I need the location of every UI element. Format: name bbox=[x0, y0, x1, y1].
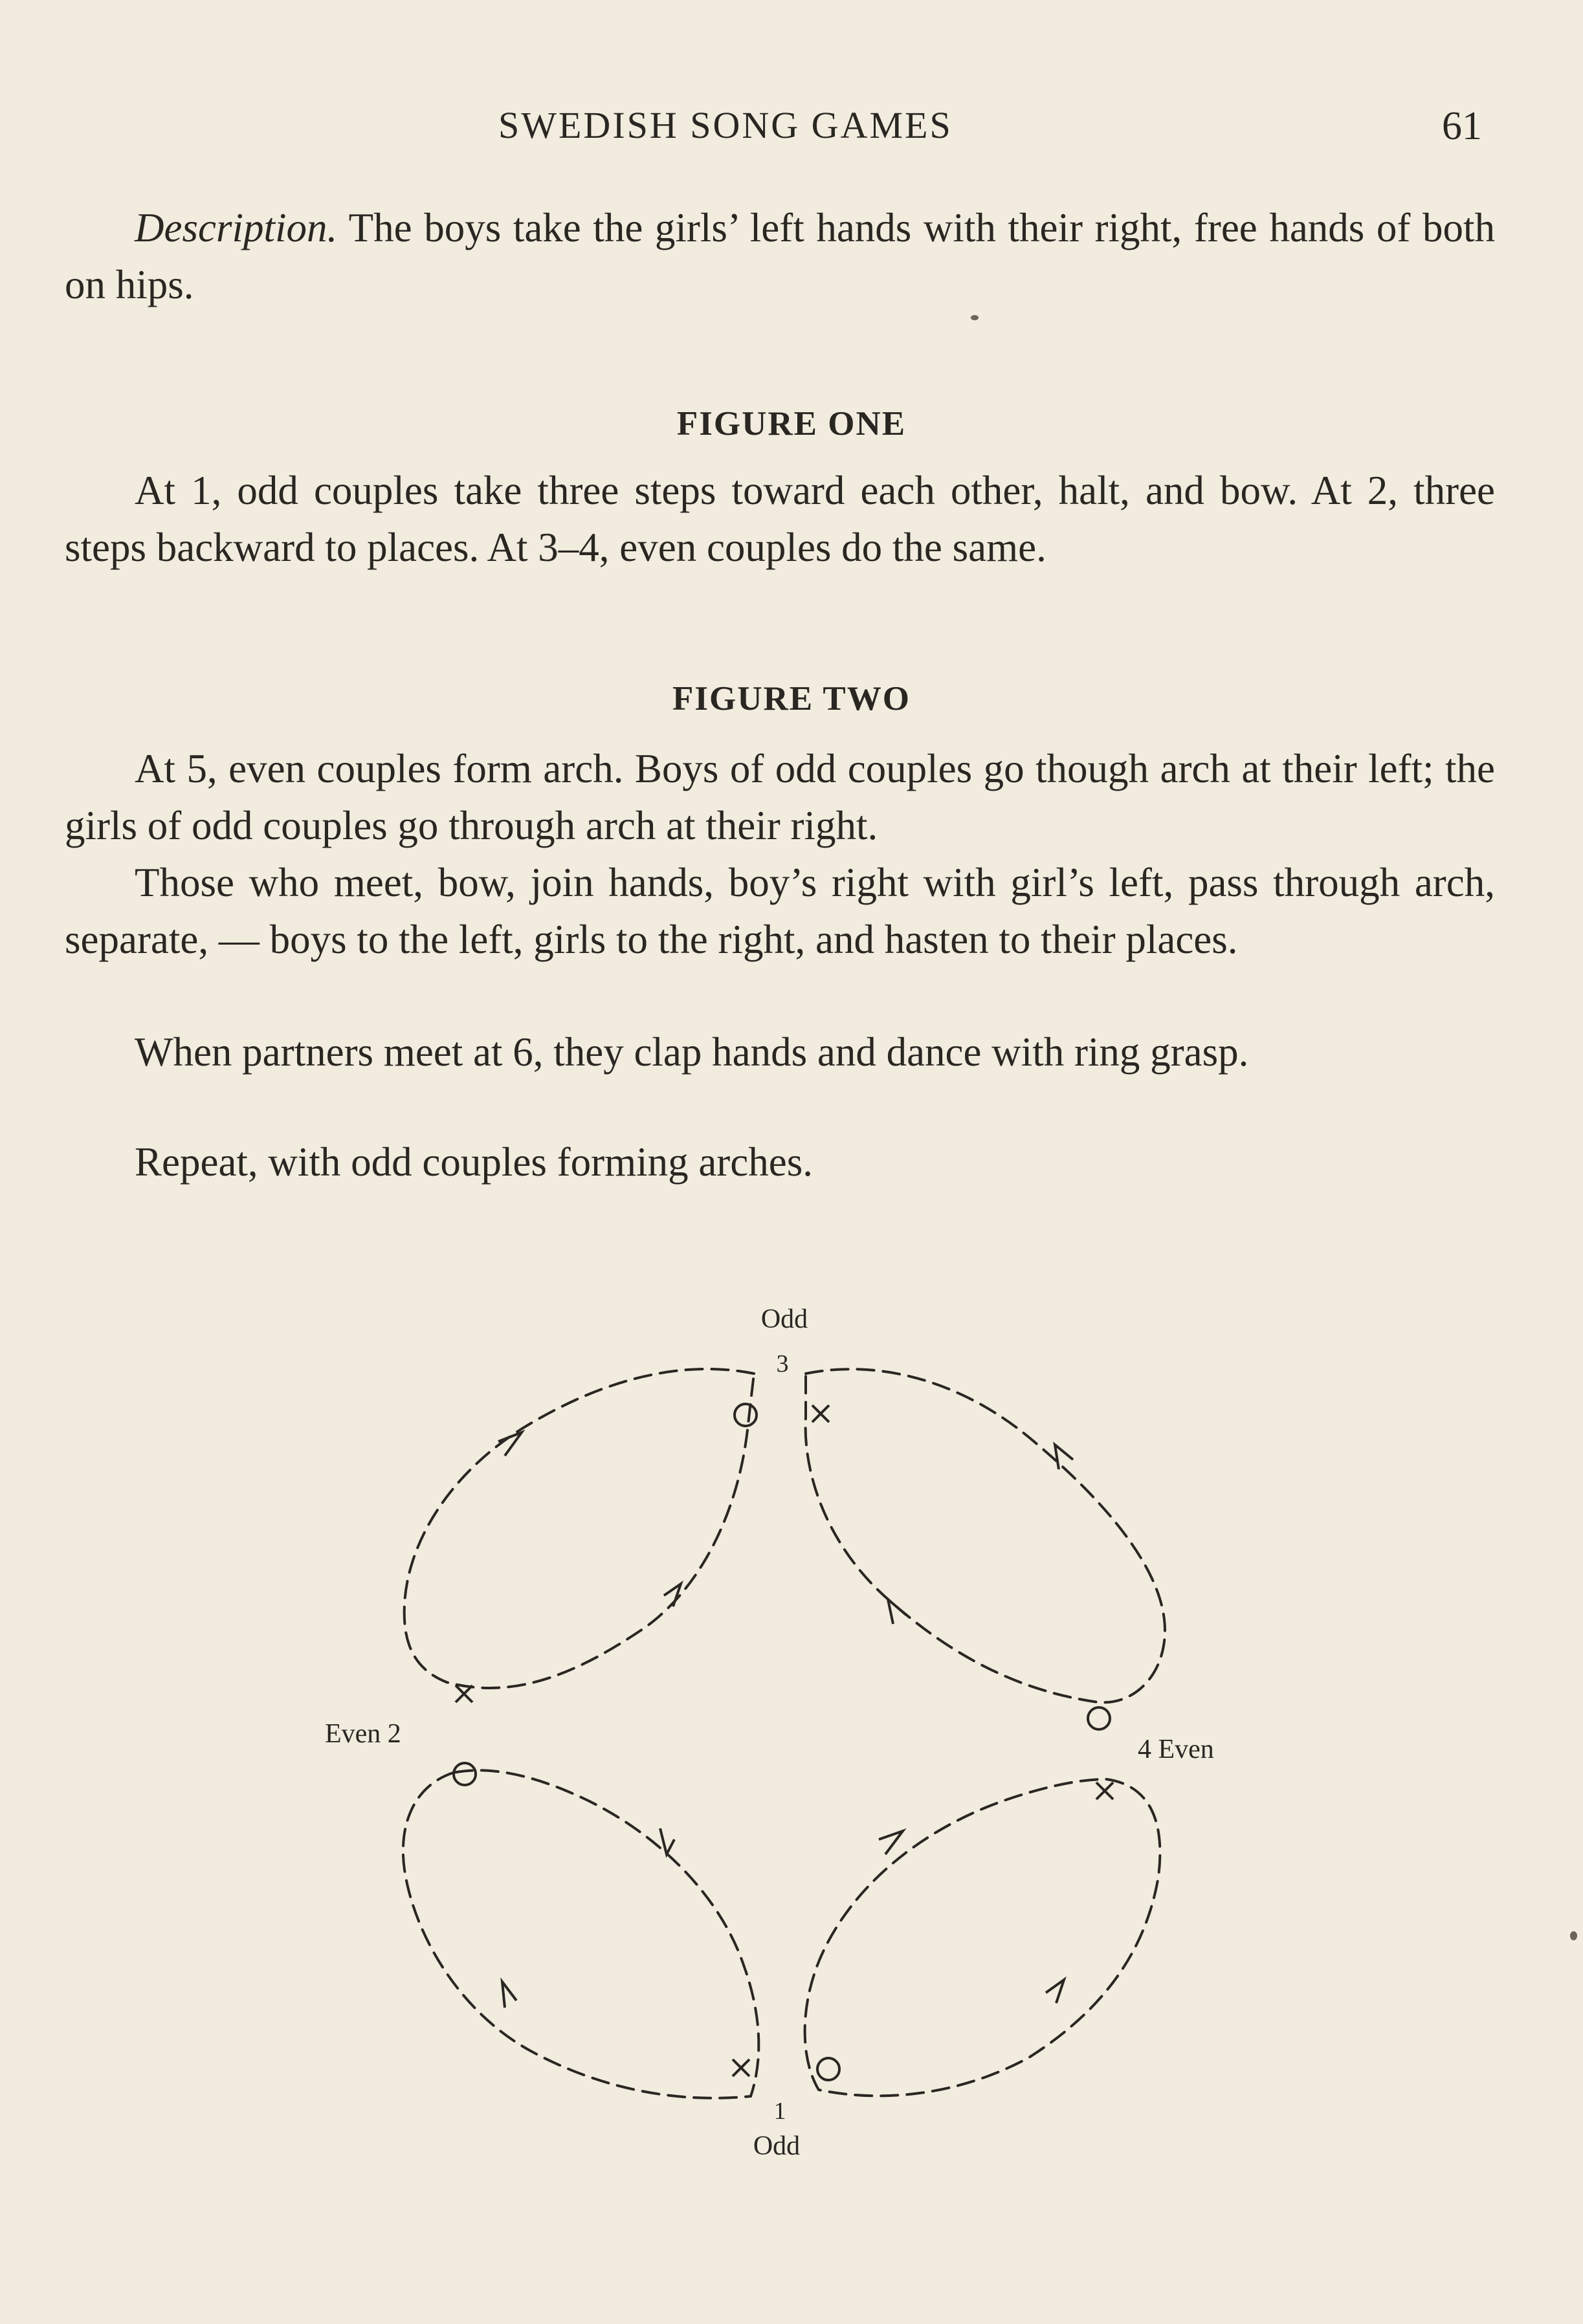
diagram-bottom-label: Odd bbox=[753, 2131, 801, 2161]
page-header bbox=[0, 104, 1583, 155]
diagram-bottom-number: 1 bbox=[773, 2098, 786, 2125]
boy-marker-odd1 bbox=[733, 2059, 749, 2076]
diagram-top-number: 3 bbox=[776, 1350, 789, 1377]
path-even2-odd1 bbox=[403, 1770, 758, 2098]
diagram-right-label: 4 Even bbox=[1138, 1735, 1214, 1764]
description-paragraph bbox=[65, 199, 1495, 313]
path-odd3-even2 bbox=[404, 1369, 754, 1688]
boy-marker-odd3 bbox=[812, 1405, 829, 1422]
print-speck bbox=[1570, 1931, 1577, 1940]
figure-two-paragraph-4: Repeat, with odd couples forming arches. bbox=[135, 1139, 813, 1185]
figure-two-paragraph-3: When partners meet at 6, they clap hands and dance with ring grasp. bbox=[135, 1029, 1249, 1075]
figure-one-heading: FIGURE ONE bbox=[676, 405, 907, 443]
girl-marker-odd1 bbox=[817, 2058, 839, 2080]
girl-marker-even2 bbox=[454, 1763, 476, 1785]
path-odd3-even4 bbox=[806, 1369, 1165, 1702]
arrow-head bbox=[888, 1599, 906, 1624]
figure-two-paragraph-1: At 5, even couples form arch. Boys of odd couples go though arch at their left; the girls of odd couples go through arch at their right. bbox=[65, 746, 1495, 848]
description-label: Description. bbox=[135, 205, 338, 250]
path-even4-odd1 bbox=[805, 1779, 1160, 2096]
diagram-top-label: Odd bbox=[760, 1304, 808, 1334]
diagram-left-label: Even 2 bbox=[325, 1719, 401, 1749]
girl-marker-odd3 bbox=[735, 1404, 757, 1426]
figure-two-paragraph-2: Those who meet, bow, join hands, boy’s right with girl’s left, pass through arch, separate, — boys to the left, girls to the right, and hasten to their places. bbox=[65, 860, 1495, 962]
girl-marker-even4 bbox=[1088, 1707, 1110, 1729]
arrow-head bbox=[879, 1831, 903, 1854]
arrow-head bbox=[1046, 1980, 1064, 2003]
arrow-head bbox=[498, 1432, 522, 1456]
print-speck bbox=[971, 315, 979, 320]
arrow-head bbox=[1055, 1445, 1073, 1469]
figure-two-heading: FIGURE TWO bbox=[672, 680, 911, 718]
figure-one-paragraph: At 1, odd couples take three steps toward each other, halt, and bow. At 2, three steps backward to places. At 3–4, even couples do the same. bbox=[65, 468, 1495, 570]
running-title: SWEDISH SONG GAMES bbox=[498, 104, 953, 146]
boy-marker-even4 bbox=[1096, 1782, 1113, 1799]
arrow-head bbox=[502, 1982, 516, 2008]
boy-marker-even2 bbox=[456, 1685, 472, 1702]
description-text: The boys take the girls’ left hands with their right, free hands of both on hips. bbox=[65, 205, 1495, 307]
arrow-heads bbox=[498, 1432, 1073, 2008]
page-number: 61 bbox=[1442, 104, 1482, 148]
position-markers bbox=[454, 1404, 1113, 2080]
dance-figure-diagram bbox=[0, 1268, 1583, 2213]
arrow-head bbox=[660, 1828, 674, 1854]
